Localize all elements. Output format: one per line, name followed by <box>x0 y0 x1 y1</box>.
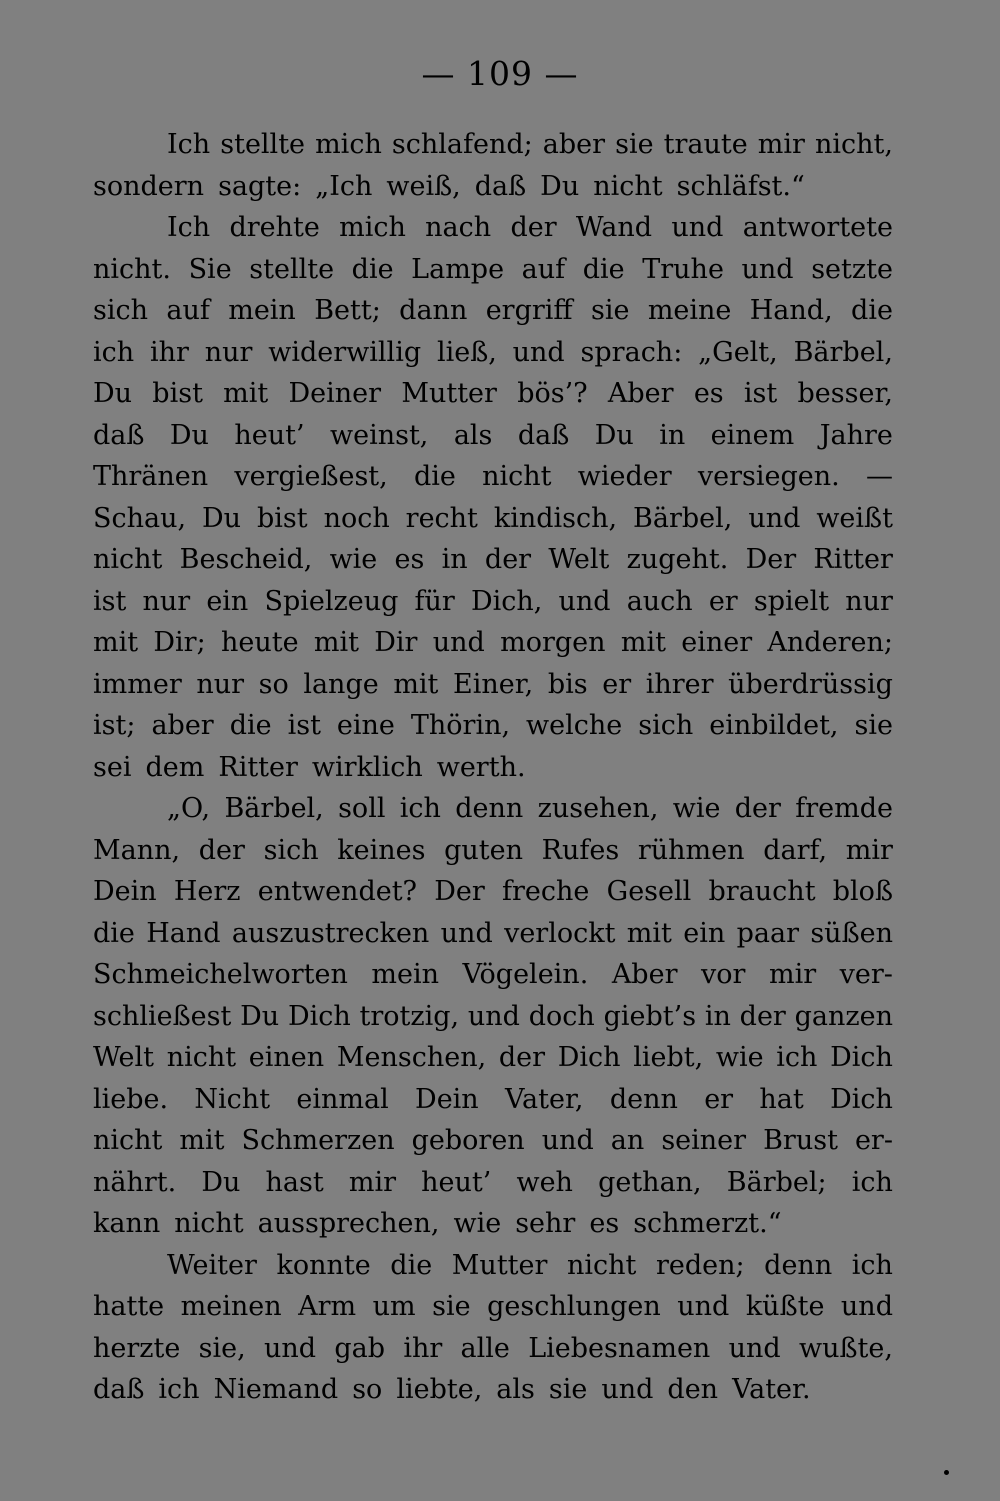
text-line: nährt. Du hast mir heut’ weh gethan, Bärbel; ich <box>93 1166 893 1198</box>
text-line: mit Dir; heute mit Dir und morgen mit einer Anderen; <box>93 627 893 658</box>
text-line: Du bist mit Deiner Mutter bös’? Aber es ist besser, <box>93 378 893 409</box>
text-line: daß ich Niemand so liebte, als sie und den Vater. <box>93 1374 811 1405</box>
text-line: herzte sie, und gab ihr alle Liebesnamen und wußte, <box>93 1332 893 1364</box>
text-line: kann nicht aussprechen, wie sehr es schmerzt.“ <box>93 1208 782 1239</box>
text-line: ich ihr nur widerwillig ließ, und sprach: „Gelt, Bärbel, <box>93 336 893 368</box>
text-line: nicht mit Schmerzen geboren und an seiner Brust er- <box>93 1125 893 1156</box>
text-line: Dein Herz entwendet? Der freche Gesell braucht bloß <box>93 876 893 907</box>
text-line: Schmeichelworten mein Vögelein. Aber vor mir ver- <box>93 959 893 990</box>
body-text <box>93 124 893 1411</box>
text-line: daß Du heut’ weinst, als daß Du in einem Jahre <box>93 419 893 451</box>
text-line: die Hand auszustrecken und verlockt mit ein paar süßen <box>93 917 893 949</box>
text-line: sich auf mein Bett; dann ergriff sie meine Hand, die <box>93 295 893 326</box>
text-line: sondern sagte: „Ich weiß, daß Du nicht schläfst.“ <box>93 170 805 202</box>
text-line: sei dem Ritter wirklich werth. <box>93 751 526 783</box>
text-line: Schau, Du bist noch recht kindisch, Bärbel, und weißt <box>93 502 893 534</box>
text-line: nicht. Sie stellte die Lampe auf die Truhe und setzte <box>93 253 893 285</box>
text-line: Weiter konnte die Mutter nicht reden; denn ich <box>167 1249 893 1281</box>
text-line: nicht Bescheid, wie es in der Welt zugeht. Der Ritter <box>93 544 893 575</box>
text-line: Mann, der sich keines guten Rufes rühmen darf, mir <box>93 834 893 866</box>
text-line: liebe. Nicht einmal Dein Vater, denn er hat Dich <box>93 1083 893 1115</box>
text-line: hatte meinen Arm um sie geschlungen und küßte und <box>93 1291 893 1322</box>
text-line: Ich stellte mich schlafend; aber sie traute mir nicht, <box>167 129 893 160</box>
text-line: Welt nicht einen Menschen, der Dich liebt, wie ich Dich <box>93 1042 893 1073</box>
print-speck <box>944 1470 949 1475</box>
page-number: — 109 — <box>421 54 579 93</box>
text-line: ist nur ein Spielzeug für Dich, und auch er spielt nur <box>93 585 893 617</box>
text-line: ist; aber die ist eine Thörin, welche sich einbildet, sie <box>93 710 893 741</box>
text-line: schließest Du Dich trotzig, und doch giebt’s in der ganzen <box>93 1000 893 1032</box>
text-line: immer nur so lange mit Einer, bis er ihrer überdrüssig <box>93 668 893 700</box>
text-line: Thränen vergießest, die nicht wieder versiegen. — <box>93 461 893 492</box>
text-line: „O, Bärbel, soll ich denn zusehen, wie der fremde <box>167 793 893 824</box>
text-line: Ich drehte mich nach der Wand und antwortete <box>167 212 893 243</box>
